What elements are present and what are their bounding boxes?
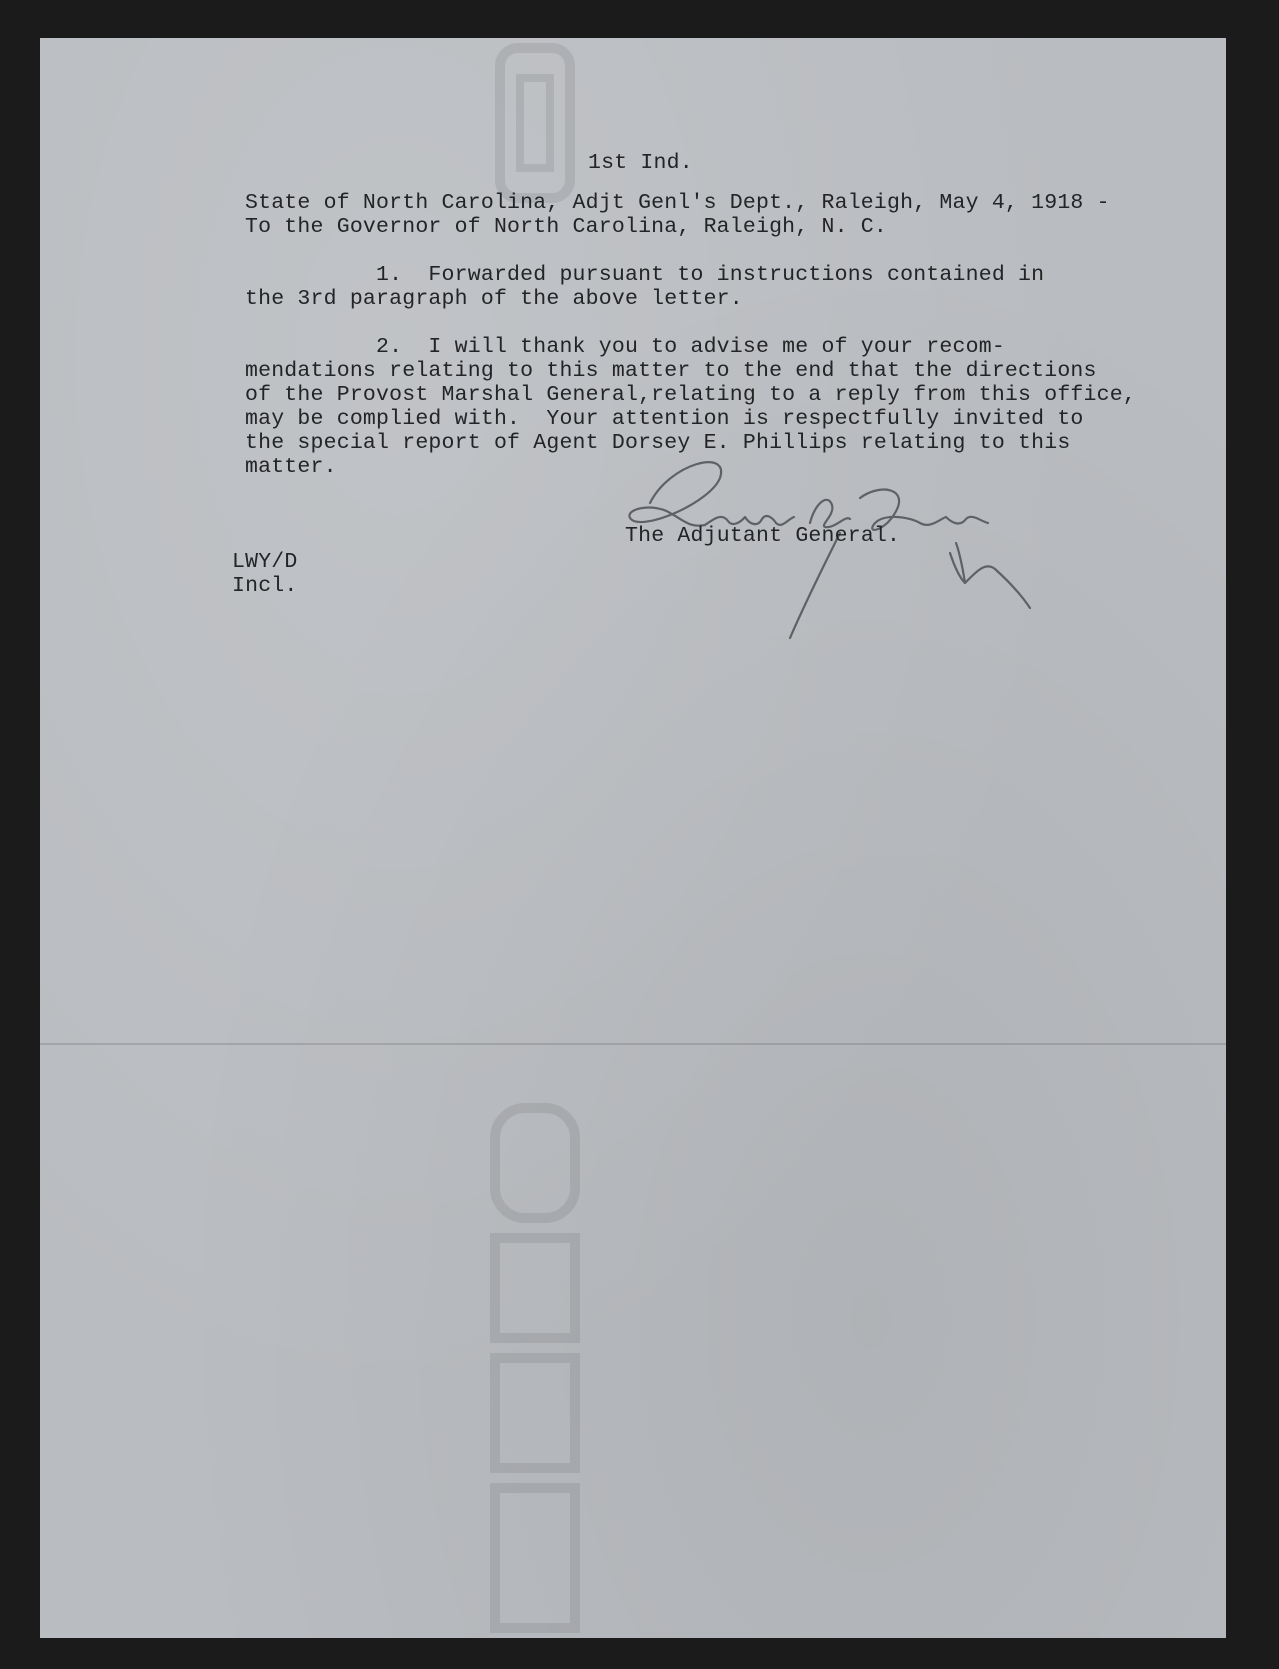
paper-sheet: [40, 38, 1226, 1638]
paragraph-2-line: the special report of Agent Dorsey E. Phillips relating to this: [245, 431, 1071, 455]
paper-watermark-bottom: [480, 1098, 590, 1638]
enclosure-note: Incl.: [232, 574, 298, 598]
paper-watermark-top: [480, 38, 590, 208]
paragraph-2-line: may be complied with. Your attention is respectfully invited to: [245, 407, 1084, 431]
paragraph-2-line: 2. I will thank you to advise me of your recom-: [245, 335, 1005, 359]
paragraph-2-line: mendations relating to this matter to the end that the directions: [245, 359, 1097, 383]
signer-title: The Adjutant General.: [625, 524, 901, 548]
fold-line: [40, 1043, 1226, 1045]
address-line-1: State of North Carolina, Adjt Genl's Dept., Raleigh, May 4, 1918 -: [245, 191, 1110, 215]
address-line-2: To the Governor of North Carolina, Raleigh, N. C.: [245, 215, 888, 239]
paragraph-1-line: the 3rd paragraph of the above letter.: [245, 287, 743, 311]
paragraph-2-line: matter.: [245, 455, 337, 479]
paragraph-1-line: 1. Forwarded pursuant to instructions contained in: [245, 263, 1045, 287]
paragraph-2-line: of the Provost Marshal General,relating to a reply from this office,: [245, 383, 1136, 407]
reference-initials: LWY/D: [232, 550, 298, 574]
indorsement-heading: 1st Ind.: [588, 151, 693, 175]
